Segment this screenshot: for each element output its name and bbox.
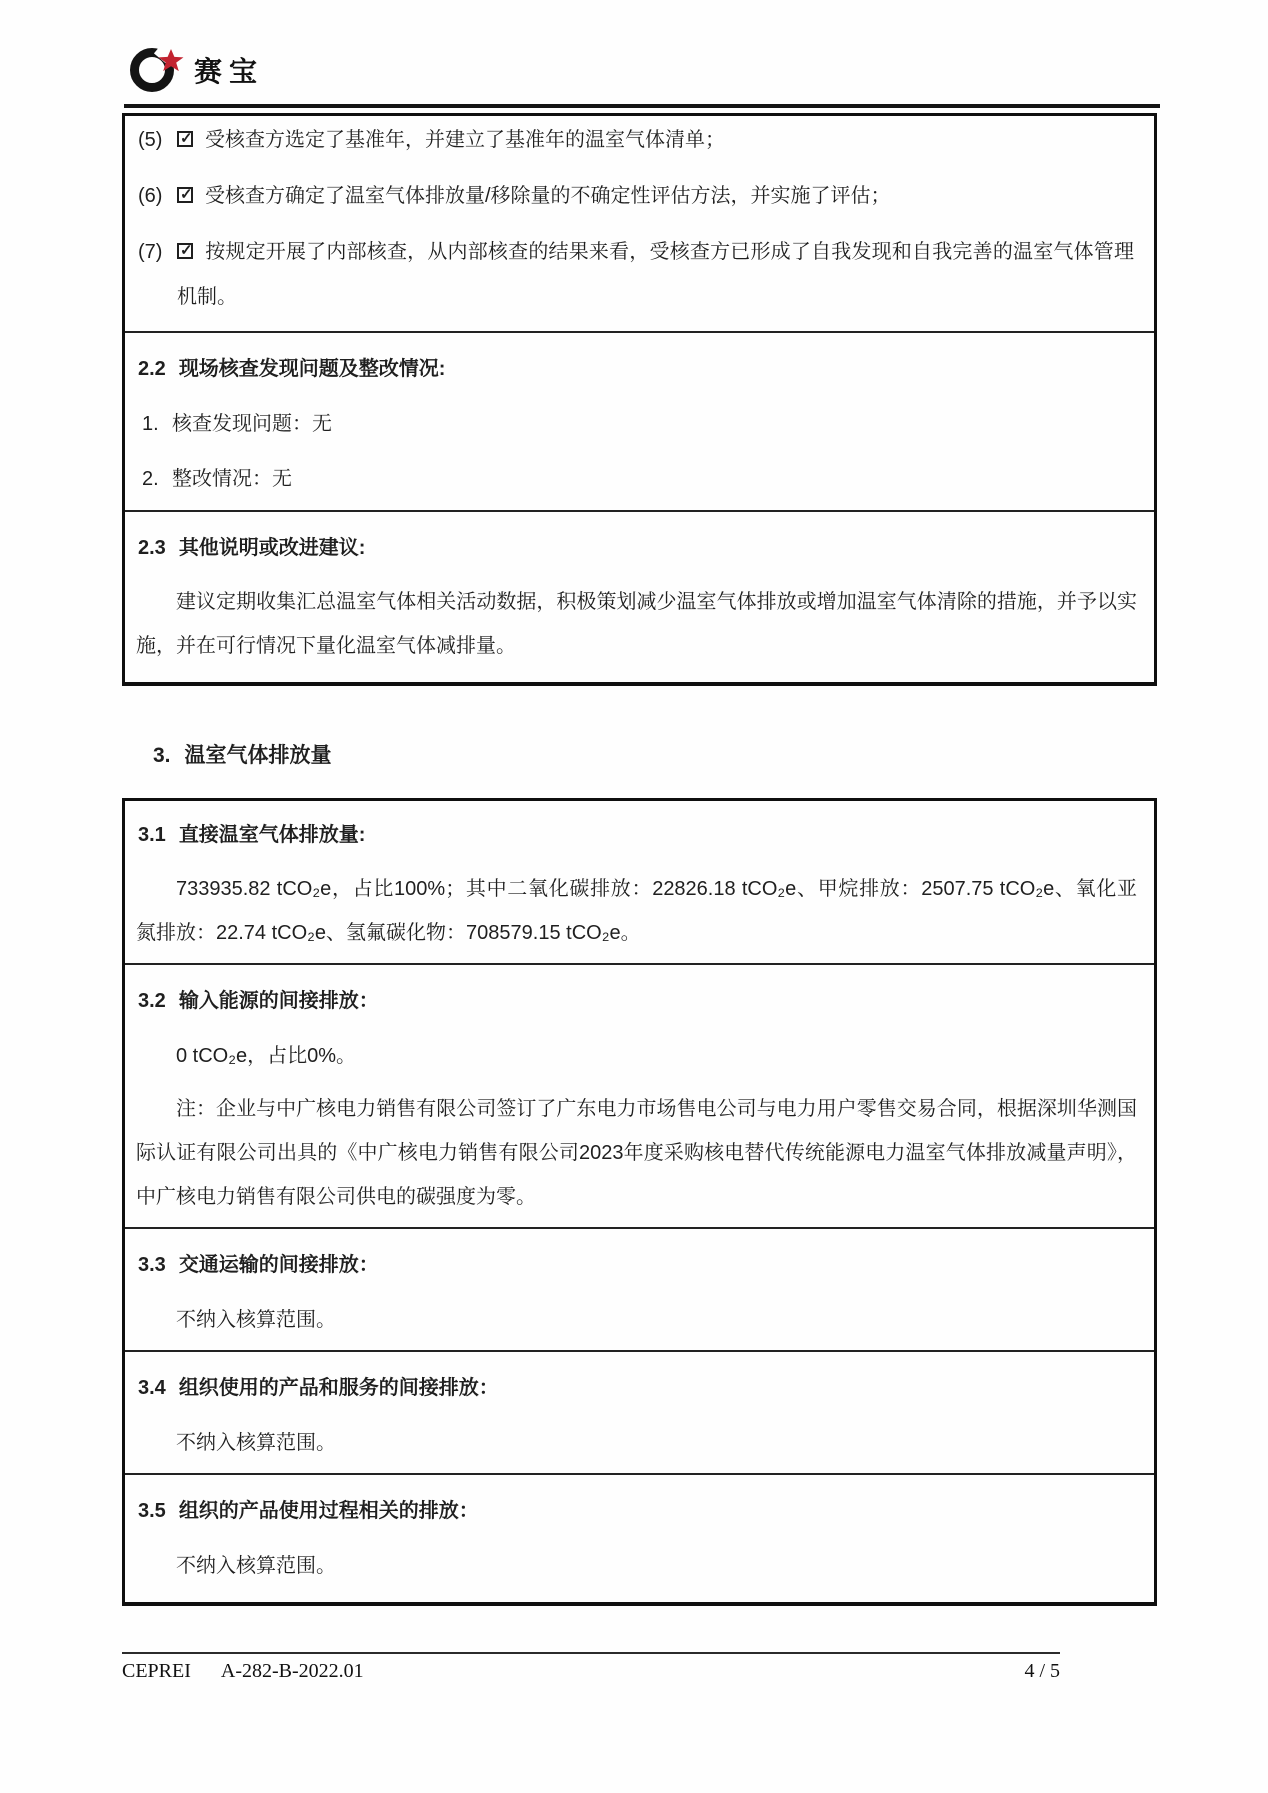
section-2-3-title <box>125 526 1154 571</box>
footer-org: CEPREI <box>122 1660 191 1682</box>
checklist-item-7 <box>125 230 1154 320</box>
item-number: (6) <box>138 185 163 207</box>
list-item-text: 核查发现问题：无 <box>172 413 332 435</box>
section-divider <box>125 1350 1154 1352</box>
section-box-3 <box>122 798 1157 1606</box>
section-number: 3.2 <box>138 990 166 1012</box>
section-number: 2.3 <box>138 537 166 559</box>
section-2-3-body: 建议定期收集汇总温室气体相关活动数据，积极策划减少温室气体排放或增加温室气体清除的措施，并予以实施，并在可行情况下量化温室气体减排量。 <box>136 591 1137 657</box>
section-number: 3.3 <box>138 1254 166 1276</box>
page-footer <box>122 1660 1060 1683</box>
list-item-number: 2. <box>142 468 159 490</box>
section-3-4-title <box>125 1366 1154 1411</box>
checked-checkbox-icon: ✓ <box>177 131 193 147</box>
section-number: 3.4 <box>138 1377 166 1399</box>
chapter-number: 3. <box>153 744 171 767</box>
section-title-text: 其他说明或改进建议: <box>178 537 366 559</box>
chapter-title-text: 温室气体排放量 <box>184 744 332 767</box>
section-title-text: 组织的产品使用过程相关的排放： <box>178 1500 479 1522</box>
section-title-text: 组织使用的产品和服务的间接排放： <box>178 1377 499 1399</box>
header-rule <box>124 104 1160 108</box>
checked-checkbox-icon: ✓ <box>177 187 193 203</box>
logo-text: 赛宝 <box>194 56 265 87</box>
chapter-3-heading <box>153 733 332 778</box>
item-number: (7) <box>138 241 163 263</box>
footer-doc-id <box>122 1660 364 1683</box>
footer-doc-code: A-282-B-2022.01 <box>220 1660 364 1682</box>
section-3-4-body: 不纳入核算范围。 <box>176 1432 336 1454</box>
list-item-text: 整改情况：无 <box>172 468 292 490</box>
checklist-item-6 <box>125 174 1154 219</box>
footer-rule <box>122 1652 1060 1654</box>
checklist-item-5 <box>125 118 1154 163</box>
section-title-text: 直接温室气体排放量: <box>178 824 366 846</box>
cepri-logo <box>130 46 264 94</box>
item-text: 按规定开展了内部核查，从内部核查的结果来看，受核查方已形成了自我发现和自我完善的温室气体管理机制。 <box>177 241 1134 308</box>
section-divider <box>125 1227 1154 1229</box>
section-title-text: 交通运输的间接排放： <box>178 1254 379 1276</box>
section-title-text: 现场核查发现问题及整改情况: <box>178 358 446 380</box>
section-3-3-body: 不纳入核算范围。 <box>176 1309 336 1331</box>
item-number: (5) <box>138 129 163 151</box>
item-text: 受核查方选定了基准年，并建立了基准年的温室气体清单； <box>205 129 725 151</box>
section-number: 2.2 <box>138 358 166 380</box>
section-divider <box>125 963 1154 965</box>
section-3-3-title <box>125 1243 1154 1288</box>
section-3-1-body: 733935.82 tCO₂e，占比100%；其中二氧化碳排放：22826.18 tCO₂e、甲烷排放：2507.75 tCO₂e、氧化亚氮排放：22.74 tCO₂e、氢氟碳化物：708579.15 tCO₂e。 <box>136 878 1137 944</box>
section-title-text: 输入能源的间接排放： <box>178 990 379 1012</box>
section-divider <box>125 1473 1154 1475</box>
section-number: 3.1 <box>138 824 166 846</box>
section-3-2-note: 注：企业与中广核电力销售有限公司签订了广东电力市场售电公司与电力用户零售交易合同，根据深圳华测国际认证有限公司出具的《中广核电力销售有限公司2023年度采购核电替代传统能源电力温室气体排放减量声明》，中广核电力销售有限公司供电的碳强度为零。 <box>136 1098 1137 1208</box>
list-item <box>125 457 1154 502</box>
section-3-5-body: 不纳入核算范围。 <box>176 1555 336 1577</box>
list-item-number: 1. <box>142 413 159 435</box>
section-box-2 <box>122 113 1157 686</box>
section-number: 3.5 <box>138 1500 166 1522</box>
page-number: 4 / 5 <box>1024 1660 1060 1682</box>
section-3-5-title <box>125 1489 1154 1534</box>
checked-checkbox-icon: ✓ <box>177 243 193 259</box>
list-item <box>125 402 1154 447</box>
item-text: 受核查方确定了温室气体排放量/移除量的不确定性评估方法，并实施了评估； <box>205 185 891 207</box>
logo-ring-icon <box>130 46 178 94</box>
section-3-1-title <box>125 813 1154 858</box>
section-divider <box>125 510 1154 512</box>
section-divider <box>125 331 1154 333</box>
section-3-2-body: 0 tCO₂e，占比0%。 <box>176 1045 357 1067</box>
section-3-2-title <box>125 979 1154 1024</box>
section-2-2-title <box>125 347 1154 392</box>
